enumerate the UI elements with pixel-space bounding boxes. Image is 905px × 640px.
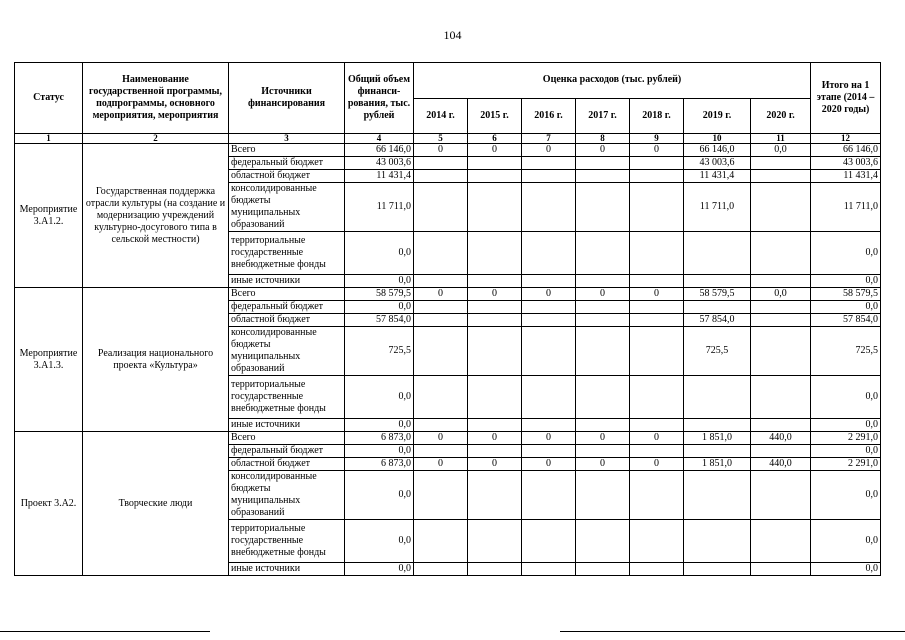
- year-value-cell: [684, 520, 751, 563]
- source-cell: консолидированные бюджеты муниципальных образований: [229, 183, 345, 232]
- budget-table: [14, 62, 881, 576]
- source-cell: федеральный бюджет: [229, 445, 345, 458]
- stage-total-cell: 58 579,5: [811, 288, 881, 301]
- year-value-cell: [684, 445, 751, 458]
- year-value-cell: [522, 419, 576, 432]
- stage-total-cell: 0,0: [811, 232, 881, 275]
- column-number: 4: [345, 134, 414, 144]
- year-value-cell: [576, 183, 630, 232]
- year-value-cell: [414, 327, 468, 376]
- column-number: 8: [576, 134, 630, 144]
- source-cell: федеральный бюджет: [229, 301, 345, 314]
- status-cell: Мероприятие 3.А1.2.: [15, 144, 83, 288]
- column-number: 5: [414, 134, 468, 144]
- source-cell: территориальные государственные внебюджетные фонды: [229, 232, 345, 275]
- year-value-cell: [522, 471, 576, 520]
- year-value-cell: 0: [630, 144, 684, 157]
- header-status: Статус: [15, 63, 83, 134]
- header-name: Наименование государственной программы, подпрограммы, основного мероприятия, мероприятия: [83, 63, 229, 134]
- year-value-cell: 0: [468, 288, 522, 301]
- header-year: 2017 г.: [576, 98, 630, 134]
- total-volume-cell: 0,0: [345, 445, 414, 458]
- stage-total-cell: 43 003,6: [811, 157, 881, 170]
- year-value-cell: [414, 232, 468, 275]
- header-sources: Источники финансирования: [229, 63, 345, 134]
- total-volume-cell: 0,0: [345, 275, 414, 288]
- year-value-cell: 0: [522, 432, 576, 445]
- table-row: [15, 144, 881, 157]
- source-cell: Всего: [229, 288, 345, 301]
- source-cell: консолидированные бюджеты муниципальных образований: [229, 471, 345, 520]
- year-value-cell: [576, 170, 630, 183]
- year-value-cell: [522, 445, 576, 458]
- year-value-cell: [751, 445, 811, 458]
- source-cell: территориальные государственные внебюджетные фонды: [229, 376, 345, 419]
- table-header: [15, 63, 881, 144]
- header-year: 2018 г.: [630, 98, 684, 134]
- year-value-cell: [468, 520, 522, 563]
- year-value-cell: [576, 376, 630, 419]
- source-cell: областной бюджет: [229, 170, 345, 183]
- year-value-cell: 1 851,0: [684, 458, 751, 471]
- name-cell: Государственная поддержка отрасли культуры (на создание и модернизацию учреждений культурно-досугового типа в сельской местности): [83, 144, 229, 288]
- year-value-cell: 0: [522, 144, 576, 157]
- header-estimate: Оценка расходов (тыс. рублей): [414, 63, 811, 99]
- year-value-cell: [522, 301, 576, 314]
- total-volume-cell: 0,0: [345, 520, 414, 563]
- stage-total-cell: 2 291,0: [811, 432, 881, 445]
- year-value-cell: [414, 445, 468, 458]
- year-value-cell: 57 854,0: [684, 314, 751, 327]
- year-value-cell: [522, 183, 576, 232]
- year-value-cell: [468, 170, 522, 183]
- stage-total-cell: 0,0: [811, 419, 881, 432]
- column-number: 10: [684, 134, 751, 144]
- stage-total-cell: 11 431,4: [811, 170, 881, 183]
- year-value-cell: 0: [576, 432, 630, 445]
- year-value-cell: [630, 275, 684, 288]
- year-value-cell: [522, 520, 576, 563]
- stage-total-cell: 2 291,0: [811, 458, 881, 471]
- stage-total-cell: 0,0: [811, 520, 881, 563]
- column-number: 3: [229, 134, 345, 144]
- source-cell: иные источники: [229, 275, 345, 288]
- year-value-cell: [414, 419, 468, 432]
- total-volume-cell: 11 711,0: [345, 183, 414, 232]
- year-value-cell: [468, 419, 522, 432]
- source-cell: консолидированные бюджеты муниципальных образований: [229, 327, 345, 376]
- total-volume-cell: 66 146,0: [345, 144, 414, 157]
- scan-edge-line: [560, 631, 905, 632]
- year-value-cell: [414, 157, 468, 170]
- year-value-cell: 725,5: [684, 327, 751, 376]
- year-value-cell: [751, 327, 811, 376]
- year-value-cell: [468, 445, 522, 458]
- year-value-cell: [751, 520, 811, 563]
- source-cell: федеральный бюджет: [229, 157, 345, 170]
- total-volume-cell: 0,0: [345, 232, 414, 275]
- year-value-cell: [751, 232, 811, 275]
- stage-total-cell: 0,0: [811, 445, 881, 458]
- year-value-cell: [576, 301, 630, 314]
- year-value-cell: [751, 183, 811, 232]
- stage-total-cell: 0,0: [811, 275, 881, 288]
- source-cell: иные источники: [229, 563, 345, 576]
- year-value-cell: [751, 376, 811, 419]
- status-cell: Проект 3.А2.: [15, 432, 83, 576]
- total-volume-cell: 11 431,4: [345, 170, 414, 183]
- year-value-cell: [751, 419, 811, 432]
- header-year: 2019 г.: [684, 98, 751, 134]
- year-value-cell: [576, 520, 630, 563]
- year-value-cell: [522, 232, 576, 275]
- year-value-cell: [522, 327, 576, 376]
- column-number: 7: [522, 134, 576, 144]
- year-value-cell: 11 431,4: [684, 170, 751, 183]
- year-value-cell: [751, 563, 811, 576]
- year-value-cell: [414, 314, 468, 327]
- column-number: 9: [630, 134, 684, 144]
- year-value-cell: [468, 275, 522, 288]
- year-value-cell: 11 711,0: [684, 183, 751, 232]
- year-value-cell: [684, 275, 751, 288]
- year-value-cell: [630, 471, 684, 520]
- year-value-cell: [414, 376, 468, 419]
- page-number: 104: [443, 28, 462, 42]
- total-volume-cell: 725,5: [345, 327, 414, 376]
- stage-total-cell: 0,0: [811, 471, 881, 520]
- year-value-cell: 0: [468, 458, 522, 471]
- year-value-cell: 58 579,5: [684, 288, 751, 301]
- year-value-cell: 0: [576, 288, 630, 301]
- header-stage-total: Итого на 1 этапе (2014 – 2020 годы): [811, 63, 881, 134]
- year-value-cell: [576, 275, 630, 288]
- year-value-cell: [576, 563, 630, 576]
- year-value-cell: [576, 445, 630, 458]
- year-value-cell: [468, 232, 522, 275]
- year-value-cell: 0: [468, 144, 522, 157]
- year-value-cell: [751, 275, 811, 288]
- year-value-cell: [684, 376, 751, 419]
- year-value-cell: [630, 520, 684, 563]
- total-volume-cell: 6 873,0: [345, 458, 414, 471]
- year-value-cell: [468, 183, 522, 232]
- header-year: 2014 г.: [414, 98, 468, 134]
- year-value-cell: [576, 419, 630, 432]
- year-value-cell: [751, 157, 811, 170]
- source-cell: территориальные государственные внебюджетные фонды: [229, 520, 345, 563]
- stage-total-cell: 725,5: [811, 327, 881, 376]
- source-cell: областной бюджет: [229, 314, 345, 327]
- year-value-cell: [522, 275, 576, 288]
- source-cell: иные источники: [229, 419, 345, 432]
- year-value-cell: [630, 170, 684, 183]
- header-year: 2015 г.: [468, 98, 522, 134]
- total-volume-cell: 43 003,6: [345, 157, 414, 170]
- column-number: 6: [468, 134, 522, 144]
- table-row: [15, 432, 881, 445]
- year-value-cell: [414, 275, 468, 288]
- year-value-cell: [751, 471, 811, 520]
- year-value-cell: 0: [414, 144, 468, 157]
- year-value-cell: [414, 520, 468, 563]
- year-value-cell: [751, 314, 811, 327]
- year-value-cell: [684, 471, 751, 520]
- year-value-cell: 0: [576, 144, 630, 157]
- year-value-cell: [414, 471, 468, 520]
- year-value-cell: [414, 170, 468, 183]
- total-volume-cell: 0,0: [345, 376, 414, 419]
- year-value-cell: 0: [414, 288, 468, 301]
- year-value-cell: [630, 376, 684, 419]
- column-number: 12: [811, 134, 881, 144]
- year-value-cell: [576, 232, 630, 275]
- year-value-cell: 0,0: [751, 288, 811, 301]
- table-body: [15, 144, 881, 576]
- source-cell: Всего: [229, 144, 345, 157]
- year-value-cell: 440,0: [751, 432, 811, 445]
- column-numbers-row: [15, 134, 881, 144]
- year-value-cell: [576, 157, 630, 170]
- status-cell: Мероприятие 3.А1.3.: [15, 288, 83, 432]
- total-volume-cell: 0,0: [345, 471, 414, 520]
- year-value-cell: [468, 301, 522, 314]
- year-value-cell: [751, 301, 811, 314]
- year-value-cell: [522, 314, 576, 327]
- year-value-cell: [630, 301, 684, 314]
- year-value-cell: [630, 157, 684, 170]
- year-value-cell: 0: [630, 432, 684, 445]
- scan-edge-line: [0, 631, 210, 632]
- total-volume-cell: 0,0: [345, 301, 414, 314]
- total-volume-cell: 0,0: [345, 419, 414, 432]
- column-number: 11: [751, 134, 811, 144]
- header-year: 2016 г.: [522, 98, 576, 134]
- stage-total-cell: 57 854,0: [811, 314, 881, 327]
- year-value-cell: [522, 157, 576, 170]
- year-value-cell: 0: [468, 432, 522, 445]
- stage-total-cell: 0,0: [811, 563, 881, 576]
- total-volume-cell: 0,0: [345, 563, 414, 576]
- year-value-cell: [414, 183, 468, 232]
- year-value-cell: [576, 327, 630, 376]
- year-value-cell: 0: [630, 458, 684, 471]
- total-volume-cell: 6 873,0: [345, 432, 414, 445]
- year-value-cell: [522, 170, 576, 183]
- name-cell: Творческие люди: [83, 432, 229, 576]
- source-cell: Всего: [229, 432, 345, 445]
- header-total-volume: Общий объем финанси- рования, тыс. рублей: [345, 63, 414, 134]
- year-value-cell: [468, 314, 522, 327]
- year-value-cell: 0,0: [751, 144, 811, 157]
- year-value-cell: 0: [414, 432, 468, 445]
- year-value-cell: [684, 232, 751, 275]
- year-value-cell: [630, 445, 684, 458]
- year-value-cell: [468, 157, 522, 170]
- year-value-cell: 43 003,6: [684, 157, 751, 170]
- year-value-cell: [684, 301, 751, 314]
- year-value-cell: 0: [414, 458, 468, 471]
- total-volume-cell: 57 854,0: [345, 314, 414, 327]
- year-value-cell: 1 851,0: [684, 432, 751, 445]
- year-value-cell: [684, 563, 751, 576]
- column-number: 1: [15, 134, 83, 144]
- year-value-cell: [414, 301, 468, 314]
- year-value-cell: [468, 327, 522, 376]
- year-value-cell: 0: [522, 288, 576, 301]
- year-value-cell: [630, 563, 684, 576]
- header-year: 2020 г.: [751, 98, 811, 134]
- year-value-cell: 66 146,0: [684, 144, 751, 157]
- year-value-cell: [630, 327, 684, 376]
- year-value-cell: [630, 419, 684, 432]
- year-value-cell: 0: [576, 458, 630, 471]
- year-value-cell: [522, 376, 576, 419]
- name-cell: Реализация национального проекта «Культура»: [83, 288, 229, 432]
- table-row: [15, 288, 881, 301]
- year-value-cell: [630, 314, 684, 327]
- year-value-cell: [630, 183, 684, 232]
- year-value-cell: [468, 376, 522, 419]
- column-number: 2: [83, 134, 229, 144]
- total-volume-cell: 58 579,5: [345, 288, 414, 301]
- year-value-cell: [684, 419, 751, 432]
- year-value-cell: [576, 314, 630, 327]
- year-value-cell: 0: [522, 458, 576, 471]
- source-cell: областной бюджет: [229, 458, 345, 471]
- year-value-cell: [468, 471, 522, 520]
- year-value-cell: [751, 170, 811, 183]
- year-value-cell: [414, 563, 468, 576]
- stage-total-cell: 0,0: [811, 301, 881, 314]
- year-value-cell: 440,0: [751, 458, 811, 471]
- stage-total-cell: 11 711,0: [811, 183, 881, 232]
- stage-total-cell: 66 146,0: [811, 144, 881, 157]
- year-value-cell: [468, 563, 522, 576]
- year-value-cell: [630, 232, 684, 275]
- year-value-cell: [522, 563, 576, 576]
- year-value-cell: [576, 471, 630, 520]
- year-value-cell: 0: [630, 288, 684, 301]
- stage-total-cell: 0,0: [811, 376, 881, 419]
